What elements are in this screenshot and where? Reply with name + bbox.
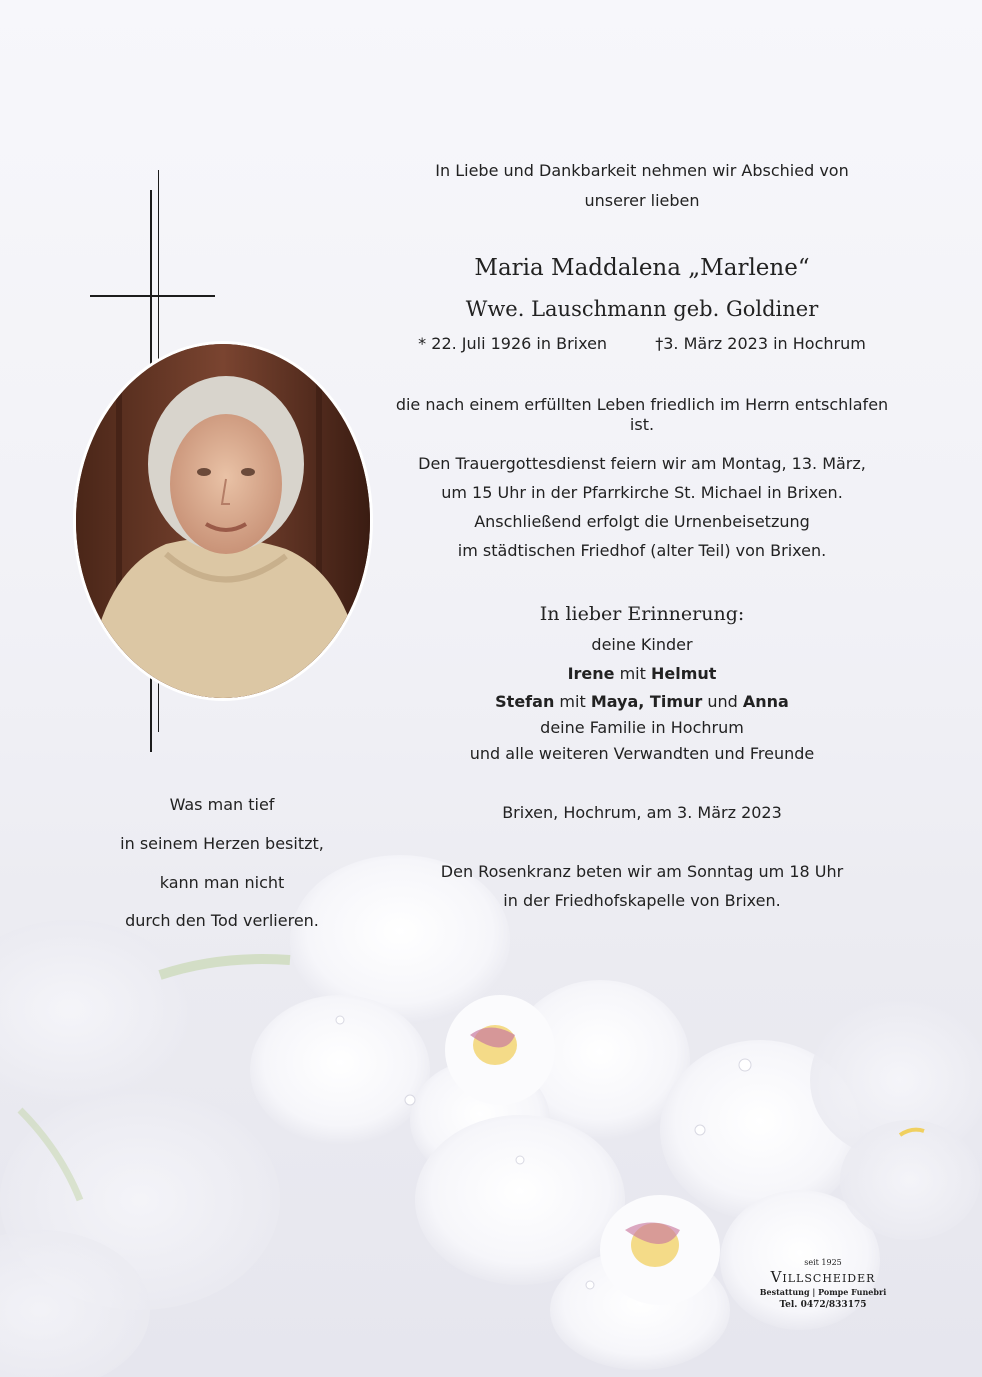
- memory-heading: In lieber Erinnerung:: [539, 603, 745, 625]
- main-text-column: [392, 0, 892, 1377]
- deceased-name: Maria Maddalena „Marlene“: [474, 255, 810, 281]
- logo-name: Villscheider: [770, 1268, 876, 1286]
- logo-since: seit 1925: [804, 1258, 842, 1267]
- service-line-2: um 15 Uhr in der Pfarrkirche St. Michael in Brixen.: [441, 483, 843, 502]
- intro-line-1: In Liebe und Dankbarkeit nehmen wir Abschied von: [435, 161, 849, 180]
- mourner-connector: mit: [614, 664, 651, 683]
- birth-date: * 22. Juli 1926 in Brixen: [418, 334, 608, 353]
- death-date: †3. März 2023 in Hochrum: [655, 334, 866, 353]
- funeral-home-logo: [748, 1258, 898, 1312]
- rosary-line-2: in der Friedhofskapelle von Brixen.: [503, 891, 781, 910]
- cross-icon-bar: [90, 295, 215, 297]
- logo-tagline: Bestattung | Pompe Funebri: [759, 1287, 887, 1297]
- deceased-maiden-name: Wwe. Lauschmann geb. Goldiner: [465, 297, 819, 321]
- mourner-name: Anna: [742, 692, 789, 711]
- intro-line-2: unserer lieben: [584, 191, 700, 210]
- portrait-photo: [73, 341, 373, 701]
- mourner-name: Helmut: [650, 664, 717, 683]
- place-date: Brixen, Hochrum, am 3. März 2023: [502, 803, 782, 822]
- mourners-line-2: [392, 692, 892, 712]
- passing-text: die nach einem erfüllten Leben friedlich im Herrn entschlafen ist.: [395, 395, 889, 434]
- quote-line-3: kann man nicht: [159, 873, 285, 892]
- life-dates: [392, 334, 892, 354]
- quote-line-4: durch den Tod verlieren.: [125, 911, 319, 930]
- service-line-1: Den Trauergottesdienst feiern wir am Montag, 13. März,: [418, 454, 866, 473]
- service-line-4: im städtischen Friedhof (alter Teil) von Brixen.: [457, 541, 827, 560]
- mourners-line-1: [392, 664, 892, 684]
- mourner-connector: mit: [554, 692, 591, 711]
- mourners-weitere: und alle weiteren Verwandten und Freunde: [469, 744, 815, 763]
- mourner-connector: und: [702, 692, 743, 711]
- quote-line-1: Was man tief: [169, 795, 275, 814]
- logo-phone: Tel. 0472/833175: [779, 1300, 867, 1310]
- mourners-familie: deine Familie in Hochrum: [540, 718, 744, 737]
- service-line-3: Anschließend erfolgt die Urnenbeisetzung: [474, 512, 810, 531]
- mourners-kinder: deine Kinder: [591, 635, 693, 654]
- rosary-line-1: Den Rosenkranz beten wir am Sonntag um 18 Uhr: [440, 862, 844, 881]
- mourner-name: Irene: [567, 664, 615, 683]
- mourner-name: Stefan: [495, 692, 555, 711]
- mourner-name: Maya, Timur: [590, 692, 703, 711]
- quote-line-2: in seinem Herzen besitzt,: [120, 834, 324, 853]
